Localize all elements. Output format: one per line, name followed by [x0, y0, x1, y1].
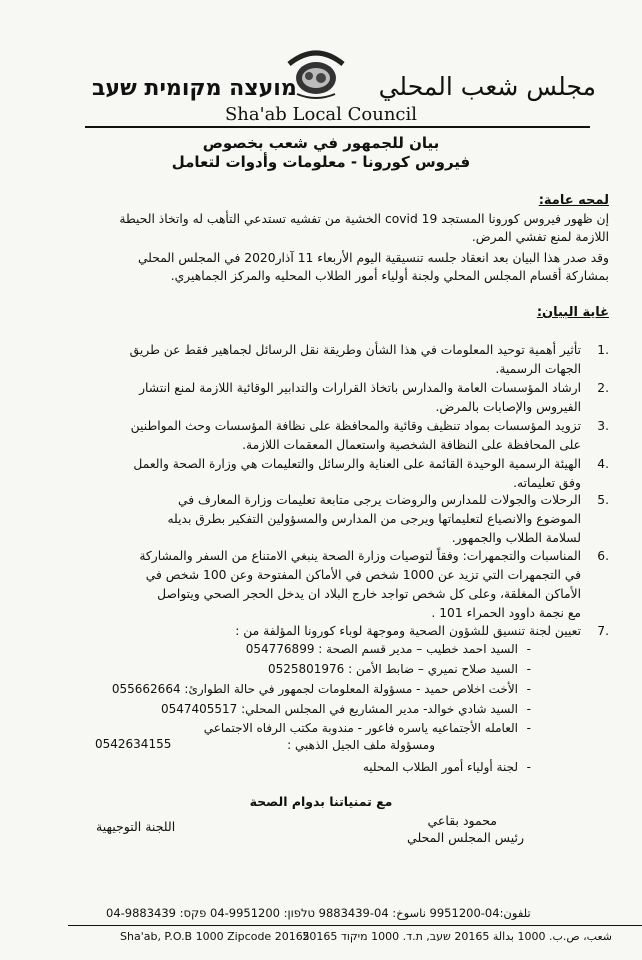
item-line: تعيين لجنة تنسيق للشؤون الصحية وموجهة لوباء كورونا المؤلفة من : — [235, 624, 581, 638]
footer-address-english: Sha'ab, P.O.B 1000 Zipcode 20165 — [120, 930, 310, 943]
item-line: الموضوع والانصياع لتعليماتها ويرجى من المدارس والمسؤولين التفكير بطرق بديله — [167, 512, 581, 526]
item-number: 5. — [597, 493, 609, 507]
item-number: 7. — [597, 624, 609, 638]
overview-heading: لمحه عامة: — [538, 193, 609, 208]
item-number: 6. — [597, 549, 609, 563]
item-number: 1. — [597, 343, 609, 357]
committee-member: العامله الأجتماعيه ياسره فاعور - مندوبة مكتب الرفاه الاجتماعي — [203, 721, 518, 735]
bullet-dash: - — [526, 721, 531, 735]
purpose-item — [24, 341, 609, 379]
item-line: مع نجمة داوود الحمراء 101 . — [431, 606, 581, 620]
purpose-heading: غاية البيان: — [536, 305, 609, 320]
overview-line: اللازمة لمنع تفشي المرض. — [471, 230, 609, 244]
item-line: وفق تعليماته. — [513, 476, 581, 490]
bullet-dash: - — [526, 682, 531, 696]
item-line: الرحلات والجولات للمدارس والروضات يرجى متابعة تعليمات وزارة المعارف في — [177, 493, 581, 507]
council-emblem-icon — [283, 44, 349, 102]
purpose-item — [24, 379, 609, 417]
item-line: المناسبات والتجمهرات: وفقاً لتوصيات وزارة الصحة ينبغي الامتناع من السفر والمشاركة — [139, 549, 581, 563]
header-divider — [85, 126, 590, 128]
committee-member: لجنة أولياء أمور الطلاب المحليه — [362, 760, 518, 774]
council-name-arabic: مجلس شعب المحلي — [378, 72, 596, 101]
bullet-dash: - — [526, 642, 531, 656]
footer-contact: تلفون:04-9951200 ناسوخ: 04-9883439 טלפון: 04-9951200 פקס: 04-9883439 — [106, 906, 531, 920]
committee-member: ومسؤولة ملف الجيل الذهبي : — [287, 738, 435, 752]
item-number: 3. — [597, 419, 609, 433]
overview-line: بمشاركة أقسام المجلس المحلي ولجنة أولياء أمور الطلاب المحليه والمركز الجماهيري. — [170, 269, 609, 283]
footer-divider — [68, 925, 642, 926]
signatory-name: محمود بقاعي — [427, 813, 497, 828]
bullet-dash: - — [526, 662, 531, 676]
item-line: تزويد المؤسسات بمواد تنظيف وقائية والمحافظة على نظافة المؤسسات وحث المواطنين — [130, 419, 581, 433]
item-number: 2. — [597, 381, 609, 395]
closing-wishes: مع تمنياتنا بدوام الصحة — [249, 794, 393, 809]
steering-committee-label: اللجنة التوجيهية — [96, 819, 176, 834]
council-name-hebrew: מועצה מקומית שעב — [92, 76, 297, 101]
item-line: الهيئة الرسمية الوحيدة القائمة على العناية والرسائل والتعليمات هي وزارة الصحة والعمل — [133, 457, 581, 471]
bullet-dash: - — [526, 760, 531, 774]
purpose-item — [24, 417, 609, 455]
committee-member: السيد شادي خوالد- مدير المشاريع في المجلس المحلي: 0547405517 — [160, 702, 518, 716]
item-line: ارشاد المؤسسات العامة والمدارس باتخاذ القرارات والتدابير الوقائية اللازمة لمنع انتشار — [139, 381, 581, 395]
item-line: لسلامة الطلاب والجمهور. — [451, 531, 581, 545]
item-number: 4. — [597, 457, 609, 471]
bullet-dash: - — [526, 702, 531, 716]
signatory-title: رئيس المجلس المحلي — [407, 830, 524, 845]
item-line: الأماكن المغلقة، وعلى كل شخص تواجد خارج البلاد ان يدخل الحجر الصحي ويتواصل — [157, 587, 581, 601]
item-line: الفيروس والإصابات بالمرض. — [435, 400, 581, 414]
item-line: على المحافظة على النظافة الشخصية واستعمال المعقمات اللازمة. — [242, 438, 581, 452]
overview-line: وقد صدر هذا البيان بعد انعقاد جلسه تنسيقية اليوم الأربعاء 11 آذار2020 في المجلس المحلي — [137, 251, 609, 265]
committee-member: السيد صلاح نميري – ضابط الأمن : 0525801976 — [267, 662, 518, 676]
purpose-item — [24, 455, 609, 493]
committee-member: الأخت اخلاص حميد - مسؤولة المعلومات لجمهور في حالة الطوارئ: 055662664 — [111, 682, 518, 696]
overview-line: إن ظهور فيروس كورونا المستجد covid 19 الخشية من تفشيه تستدعي التأهب له واتخاذ الحيطة — [119, 212, 609, 226]
committee-member: السيد احمد خطيب – مدير قسم الصحة : 054776899 — [245, 642, 518, 656]
footer-address-arabic-hebrew: شعب، ص.ب. 1000 بدالة 20165 שעב, ת.ד. 1000 מיקוד 20165 — [302, 930, 612, 943]
item-line: تأثير أهمية توحيد المعلومات في هذا الشأن وطريقة نقل الرسائل لجماهير فقط عن طريق — [129, 343, 581, 357]
purpose-item — [24, 491, 609, 548]
statement-title-line-2: فيروس كورونا - معلومات وأدوات لتعامل — [171, 153, 471, 171]
item-line: الجهات الرسمية. — [495, 362, 581, 376]
statement-title-line-1: بيان للجمهور في شعب بخصوص — [202, 134, 440, 152]
item-line: في التجمهرات التي تزيد عن 1000 شخص في الأماكن المفتوحة وعن 100 شخص في — [145, 568, 581, 582]
purpose-item — [24, 547, 609, 623]
purpose-item — [24, 622, 609, 641]
council-name-english: Sha'ab Local Council — [224, 104, 418, 125]
committee-member-phone: 0542634155 — [95, 737, 172, 751]
